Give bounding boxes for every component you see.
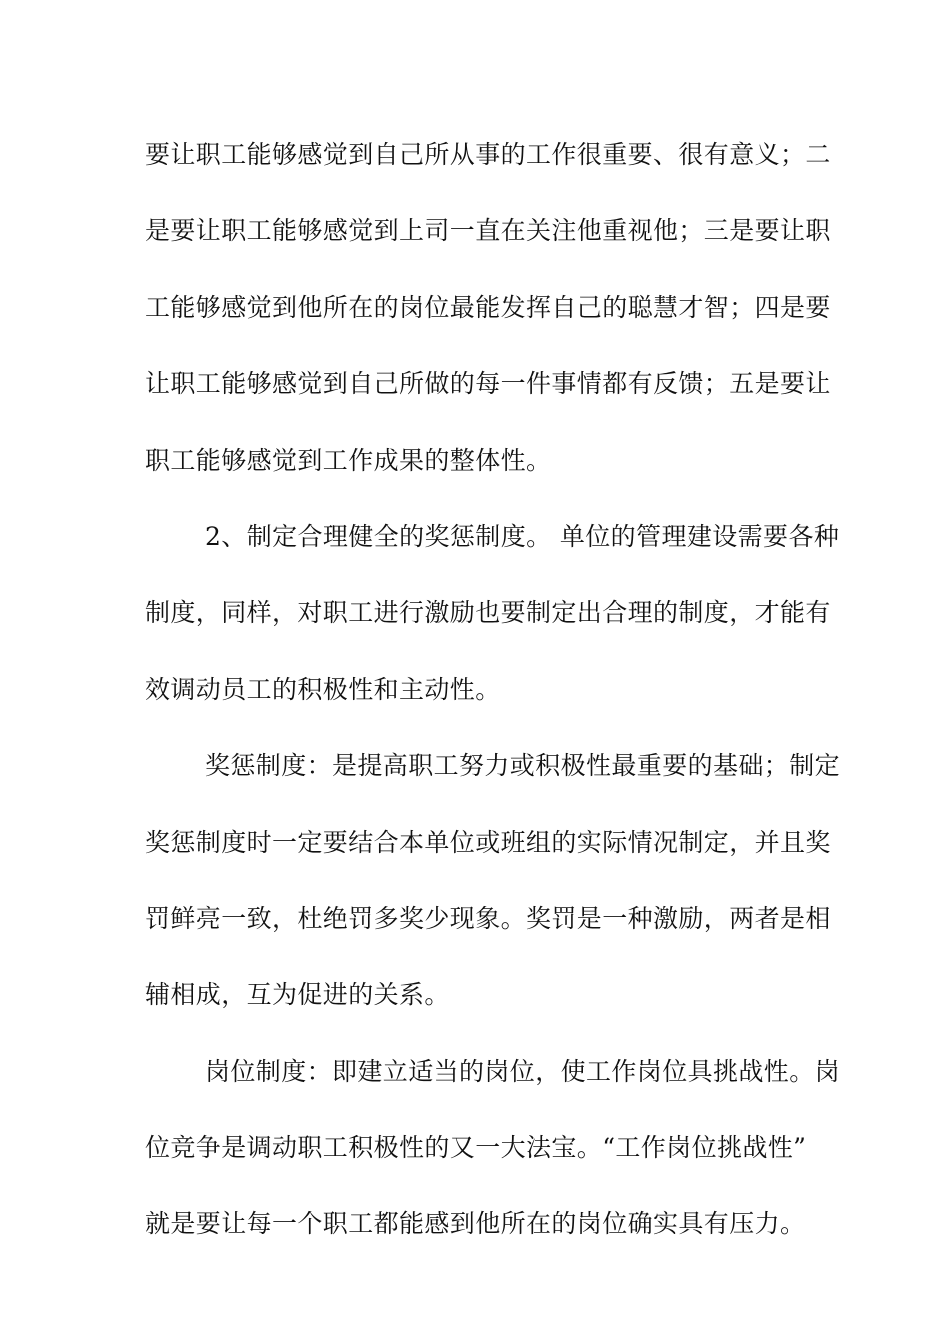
paragraph-line: 要让职工能够感觉到自己所从事的工作很重要、很有意义；二 (145, 140, 831, 169)
paragraph-line: 奖惩制度时一定要结合本单位或班组的实际情况制定，并且奖 (145, 827, 831, 857)
body-text (145, 133, 841, 1279)
paragraph-line: 奖惩制度：是提高职工努力或积极性最重要的基础；制定 (205, 751, 841, 781)
paragraph-line: 辅相成，互为促进的关系。 (145, 980, 450, 1010)
paragraph-line: 2、制定合理健全的奖惩制度。 单位的管理建设需要各种 (205, 521, 840, 551)
paragraph-line: 让职工能够感觉到自己所做的每一件事情都有反馈；五是要让 (145, 369, 831, 399)
paragraph-line: 效调动员工的积极性和主动性。 (145, 674, 501, 704)
paragraph-line: 位竞争是调动职工积极性的又一大法宝。“工作岗位挑战性” (145, 1133, 807, 1163)
paragraph-line: 是要让职工能够感觉到上司一直在关注他重视他；三是要让职 (145, 216, 831, 246)
paragraph-line: 就是要让每一个职工都能感到他所在的岗位确实具有压力。 (145, 1209, 806, 1239)
paragraph-line: 罚鲜亮一致，杜绝罚多奖少现象。奖罚是一种激励，两者是相 (145, 903, 831, 933)
paragraph-line: 工能够感觉到他所在的岗位最能发挥自己的聪慧才智；四是要 (145, 292, 831, 322)
paragraph-line: 职工能够感觉到工作成果的整体性。 (145, 445, 552, 475)
paragraph-line: 制度，同样，对职工进行激励也要制定出合理的制度，才能有 (145, 598, 831, 628)
paragraph-line: 岗位制度：即建立适当的岗位，使工作岗位具挑战性。岗 (205, 1056, 841, 1086)
